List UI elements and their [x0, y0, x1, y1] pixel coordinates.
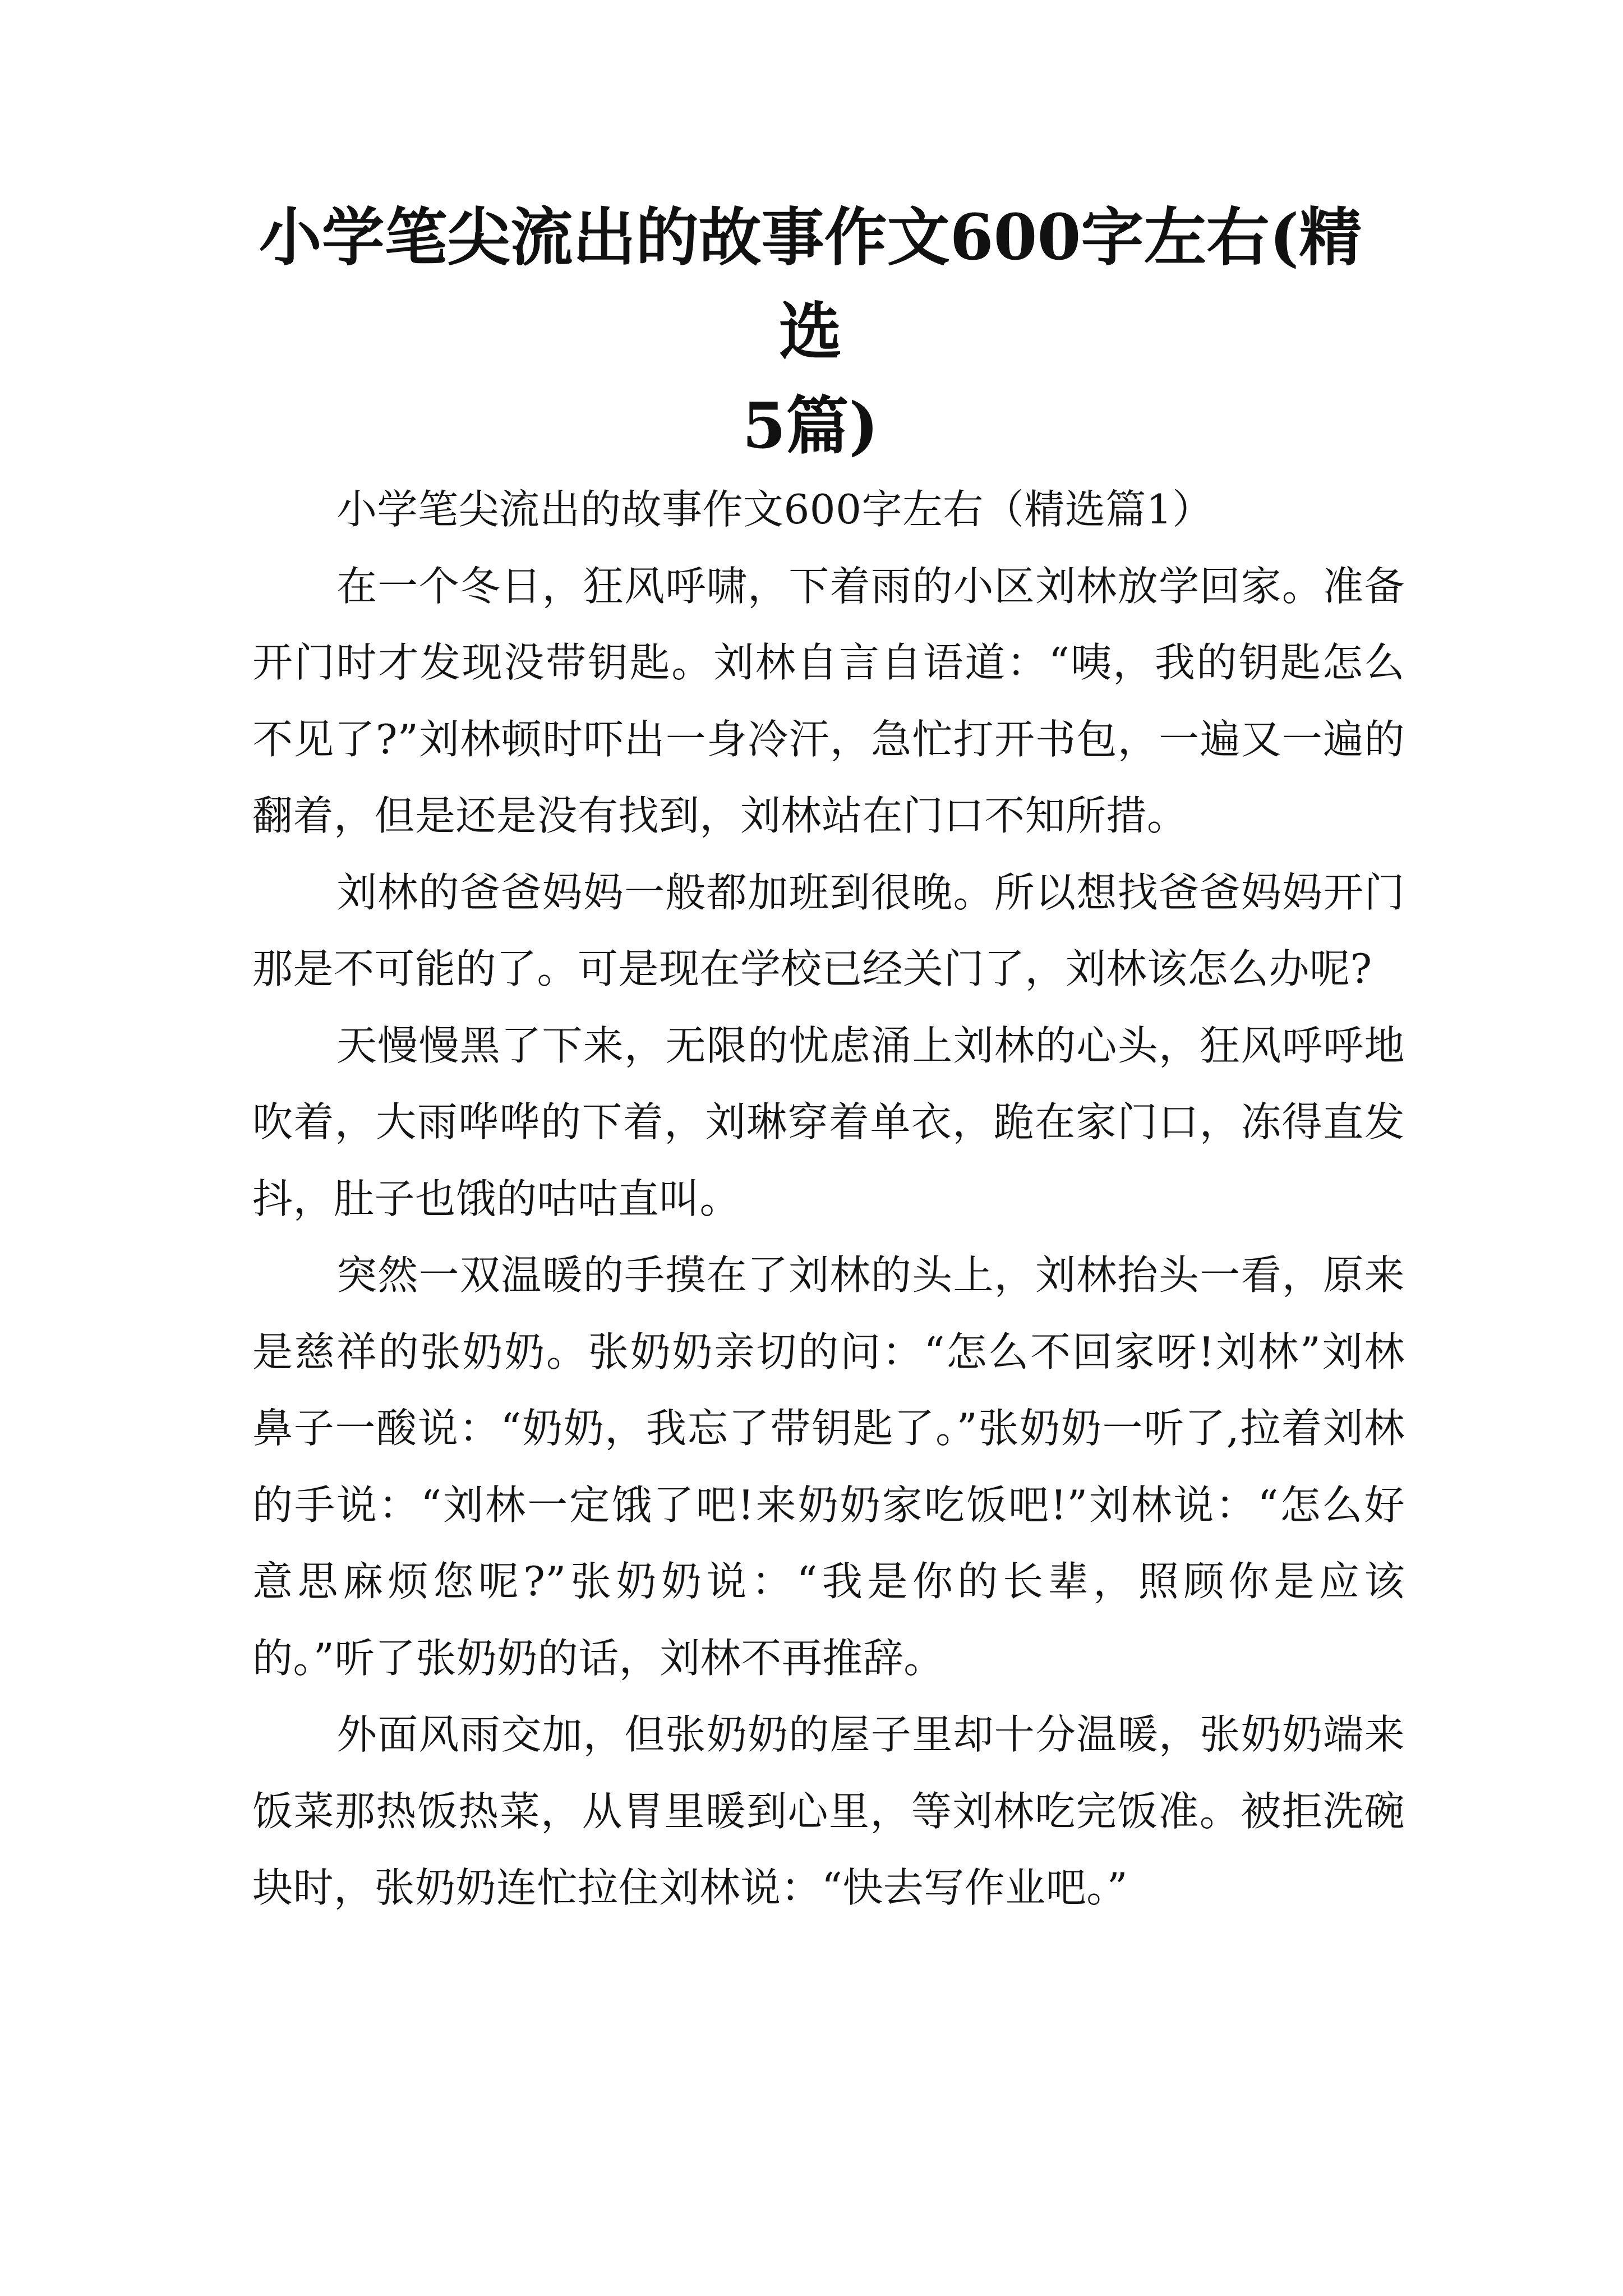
paragraph-5: 外面风雨交加，但张奶奶的屋子里却十分温暖，张奶奶端来饭菜那热饭热菜，从胃里暖到心里，等刘林吃完饭准。被拒洗碗块时，张奶奶连忙拉住刘林说：“快去写作业吧。” [252, 1711, 1405, 1911]
document-title [236, 191, 1385, 473]
section-subheading: 小学笔尖流出的故事作文600字左右（精选篇1） [336, 486, 1213, 533]
document-body [252, 471, 1405, 1926]
paragraph-3: 天慢慢黑了下来，无限的忧虑涌上刘林的心头，狂风呼呼地吹着，大雨哗哗的下着，刘琳穿着单衣，跪在家门口，冻得直发抖，肚子也饿的咕咕直叫。 [252, 1022, 1405, 1222]
document-title-line-2: 5篇) [742, 389, 879, 463]
paragraph-4: 突然一双温暖的手摸在了刘林的头上，刘林抬头一看，原来是慈祥的张奶奶。张奶奶亲切的问：“怎么不回家呀!刘林”刘林鼻子一酸说：“奶奶，我忘了带钥匙了。”张奶奶一听了,拉着刘林的手说：“刘林一定饿了吧!来奶奶家吃饭吧!”刘林说：“怎么好意思麻烦您呢?”张奶奶说：“我是你的长辈，照顾你是应该的。”听了张奶奶的话，刘林不再推辞。 [252, 1251, 1405, 1682]
document-title-line-1: 小学笔尖流出的故事作文600字左右(精选 [259, 201, 1362, 369]
paragraph-1: 在一个冬日，狂风呼啸，下着雨的小区刘林放学回家。准备开门时才发现没带钥匙。刘林自言自语道：“咦，我的钥匙怎么不见了?”刘林顿时吓出一身冷汗，急忙打开书包，一遍又一遍的翻着，但是还是没有找到，刘林站在门口不知所措。 [252, 562, 1405, 839]
paragraph-2: 刘林的爸爸妈妈一般都加班到很晚。所以想找爸爸妈妈开门那是不可能的了。可是现在学校已经关门了，刘林该怎么办呢? [252, 868, 1405, 992]
